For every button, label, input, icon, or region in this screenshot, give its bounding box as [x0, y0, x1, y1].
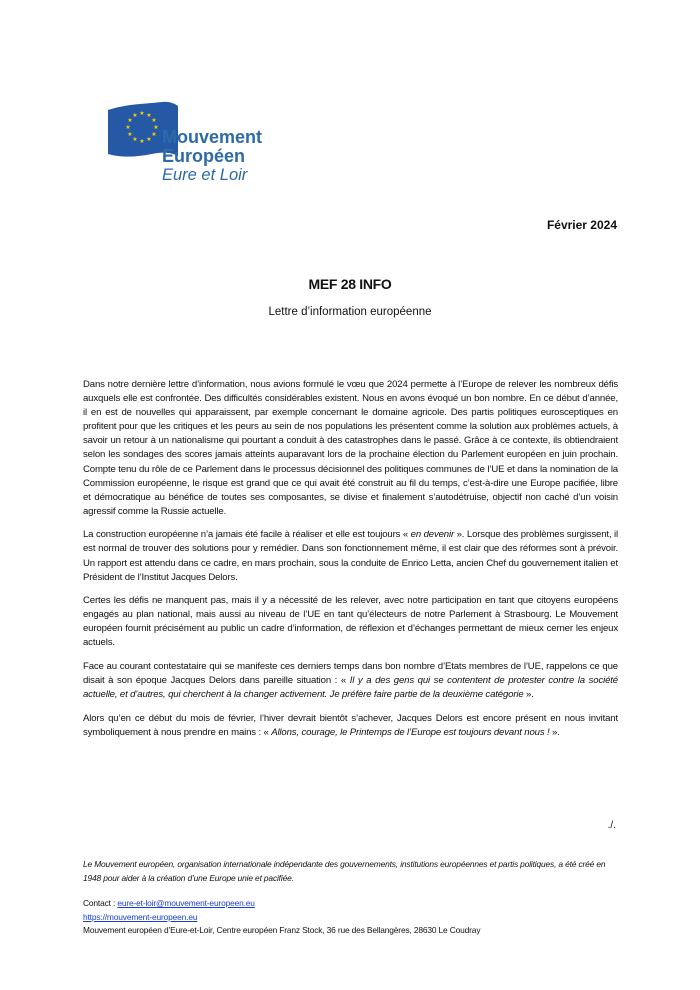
organization-note: Le Mouvement européen, organisation internationale indépendante des gouvernements, institutions européennes et partis politiques, a été créé en 1948 pour aider à la création d’une Europe unie et pacifiée. [83, 859, 606, 883]
website-line [83, 911, 623, 925]
paragraph-4 [83, 660, 618, 702]
svg-text:★: ★ [132, 112, 138, 119]
document-subtitle: Lettre d’information européenne [268, 306, 432, 318]
delors-quote: Il y a des gens qui se contentent de protester contre la société actuelle, et d’autres, qui cherchent à la changer activement. Je préfère faire partie de la deuxième catégorie [83, 674, 618, 701]
logo-region: Eure et Loir [162, 166, 248, 184]
end-mark: ./. [607, 820, 616, 831]
paragraph-1: Dans notre dernière lettre d’information, nous avions formulé le vœu que 2024 permette à l’Europe de relever les nombreux défis auxquels elle est confrontée. Des difficultés considérables existent. Nous en avons évoqué un bon nombre. En ce début d’année, il en est de nouvelles qui apparaissent, par exemple concernant le domaine agricole. Des partis politiques eurosceptiques en profitent pour que les critiques et les peurs au sein de nos populations les présentent comme la solution aux problèmes actuels, à savoir un retour à un nationalisme qui pourtant a conduit à des catastrophes dans le passé. Grâce à ce contexte, ils obtiendraient selon les sondages des scores jamais atteints auparavant lors de la prochaine élection du Parlement européen en juin prochain. Compte tenu du rôle de ce Parlement dans le processus décisionnel des politiques communes de l’UE et dans la nomination de la Commission européenne, le risque est grand que ce qui avait été construit au fil du temps, c’est-à-dire une Europe pacifiée, libre et démocratique au bénéfice de toutes ses composantes, se divise et finalement s’autodétruise, objectif non caché d’un voisin agressif comme la Russie actuelle. [83, 379, 618, 517]
svg-text:★: ★ [139, 110, 145, 117]
contact-label: Contact : [83, 898, 118, 908]
paragraph-text: La construction européenne n’a jamais été facile à réaliser et elle est toujours « [83, 529, 411, 541]
svg-text:★: ★ [151, 131, 157, 138]
paragraph-text: ». [523, 689, 534, 701]
paragraph-3: Certes les défis ne manquent pas, mais il y a nécessité de les relever, avec notre participation en tant que citoyens européens engagés au plan national, mais aussi au niveau de l’UE en tant qu’électeurs de notre Parlement à Strasbourg. Le Mouvement européen fournit précisément au public un cadre d’information, de réflexion et d’échanges permettant de mieux cerner les enjeux actuels. [83, 595, 618, 649]
svg-text:★: ★ [151, 117, 157, 124]
paragraph-2 [83, 528, 618, 584]
svg-text:★: ★ [127, 117, 133, 124]
logo-name-line2: Européen [162, 146, 246, 166]
svg-text:★: ★ [132, 136, 138, 143]
footer [83, 858, 623, 938]
emphasis-text: en devenir [410, 529, 455, 541]
document-title: MEF 28 INFO [308, 276, 392, 292]
logo-text [162, 128, 262, 185]
svg-text:★: ★ [125, 124, 131, 131]
paragraph-text: Alors qu’en ce début du mois de février, l’hiver devrait bientôt s’achever, Jacques Delors est encore présent en nous invitant symboliquement à nous prendre en mains : « [83, 712, 618, 738]
svg-text:★: ★ [153, 124, 159, 131]
paragraph-text: Face au courant contestataire qui se manifeste ces derniers temps dans bon nombre d’Etats membres de l’UE, rappelons ce que disait à son époque Jacques Delors dans pareille situation : « [83, 660, 618, 686]
logo [104, 100, 304, 190]
contact-line [83, 897, 623, 911]
svg-text:★: ★ [146, 136, 152, 143]
logo-name-line1: Mouvement [162, 127, 263, 147]
email-link[interactable]: eure-et-loir@mouvement-europeen.eu [117, 898, 255, 908]
paragraph-text: ». [549, 726, 560, 738]
paragraph-5 [83, 712, 618, 740]
letter-body [83, 378, 618, 749]
address: Mouvement européen d’Eure-et-Loir, Centre européen Franz Stock, 36 rue des Bellangères, 28630 Le Coudray [83, 925, 481, 935]
paragraph-text: ». Lorsque des problèmes surgissent, il est normal de trouver des solutions pour y remédier. Dans son fonctionnement même, il est clair que des réformes sont à prévoir. Un rapport est attendu dans ce cadre, en mars prochain, sous la conduite de Enrico Letta, ancien Chef du gouvernement italien et Président de l’Institut Jacques Delors. [83, 529, 619, 583]
svg-text:★: ★ [139, 138, 145, 145]
svg-text:★: ★ [146, 112, 152, 119]
delors-quote: Allons, courage, le Printemps de l’Europe est toujours devant nous ! [271, 726, 550, 738]
website-link[interactable]: https://mouvement-europeen.eu [83, 911, 198, 922]
svg-text:★: ★ [127, 131, 133, 138]
document-date: Février 2024 [546, 218, 617, 232]
